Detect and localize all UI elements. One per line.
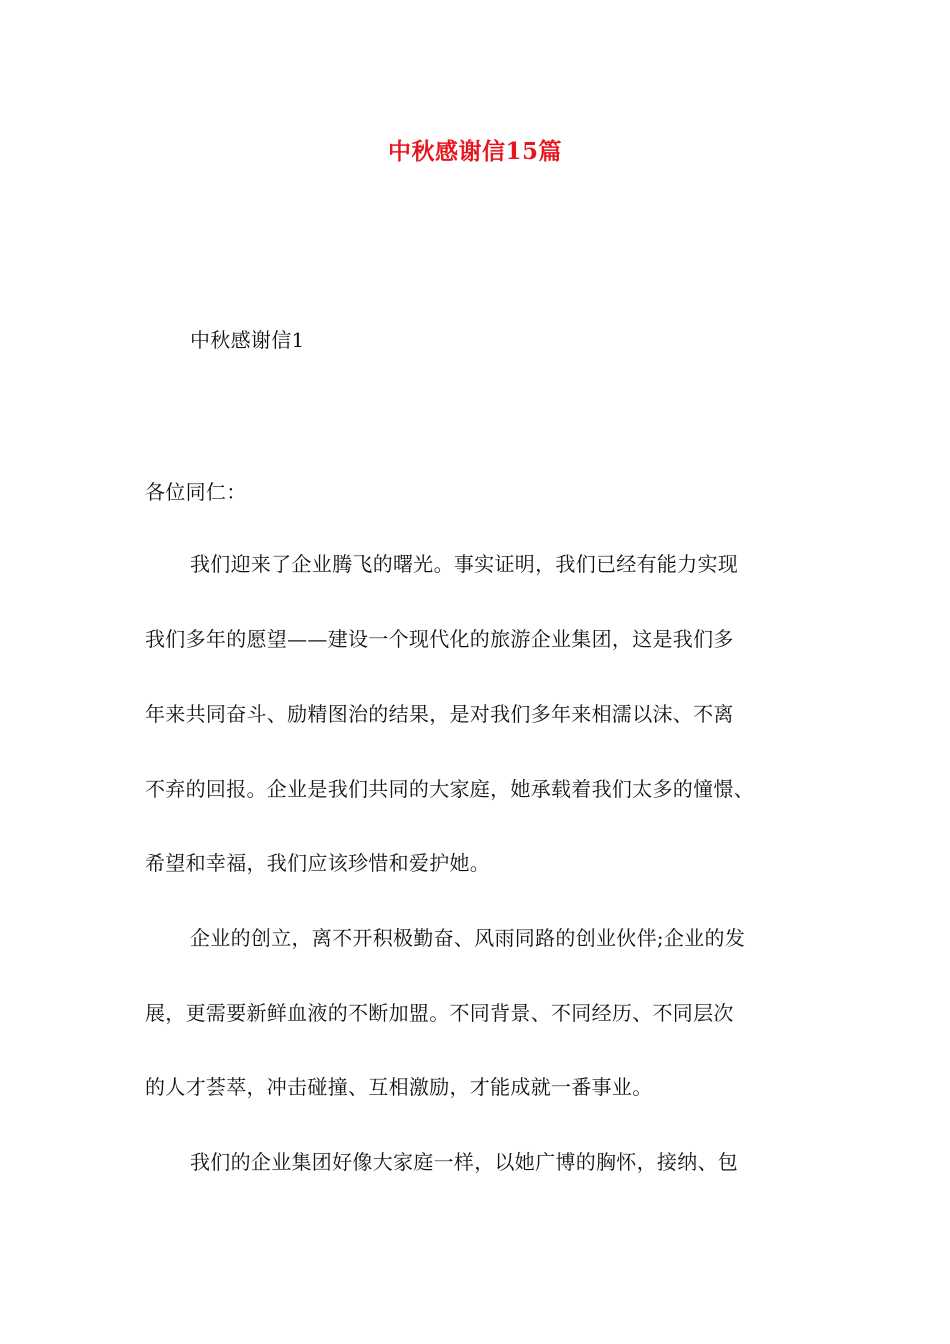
document-title: 中秋感谢信15篇	[387, 138, 562, 165]
paragraph-line: 我们迎来了企业腾飞的曙光。事实证明，我们已经有能力实现	[190, 552, 739, 576]
paragraph-line: 不弃的回报。企业是我们共同的大家庭，她承载着我们太多的憧憬、	[145, 777, 754, 801]
section-heading: 中秋感谢信1	[190, 328, 305, 352]
paragraph-line: 企业的创立，离不开积极勤奋、风雨同路的创业伙伴;企业的发	[190, 926, 746, 950]
paragraph-line: 我们的企业集团好像大家庭一样，以她广博的胸怀，接纳、包	[190, 1150, 739, 1174]
paragraph-line: 年来共同奋斗、励精图治的结果，是对我们多年来相濡以沫、不离	[145, 702, 734, 726]
paragraph-line: 展，更需要新鲜血液的不断加盟。不同背景、不同经历、不同层次	[145, 1001, 734, 1025]
paragraph-line: 希望和幸福，我们应该珍惜和爱护她。	[145, 851, 491, 875]
paragraph-line: 的人才荟萃，冲击碰撞、互相激励，才能成就一番事业。	[145, 1075, 653, 1099]
salutation: 各位同仁：	[145, 480, 247, 504]
paragraph-line: 我们多年的愿望——建设一个现代化的旅游企业集团，这是我们多	[145, 627, 734, 651]
